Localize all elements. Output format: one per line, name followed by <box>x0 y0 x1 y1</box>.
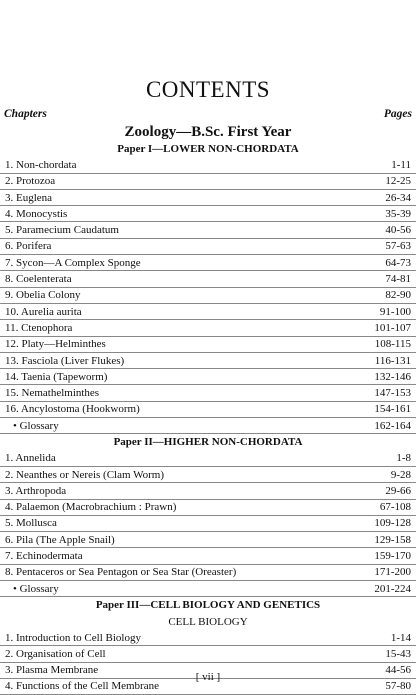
chapter-title: 3. Plasma Membrane <box>5 664 99 677</box>
chapter-row <box>0 565 416 581</box>
chapter-title: 5. Paramecium Caudatum <box>5 224 119 237</box>
page-range: 109-128 <box>374 517 411 530</box>
page-range: 26-34 <box>385 191 411 204</box>
chapter-row <box>0 320 416 336</box>
page-range: 91-100 <box>379 305 411 318</box>
chapter-row <box>0 206 416 222</box>
glossary-row <box>0 418 416 434</box>
chapter-row <box>0 255 416 271</box>
chapter-title: 2. Organisation of Cell <box>5 647 106 660</box>
page-range: 57-63 <box>385 240 411 253</box>
chapter-row <box>0 304 416 320</box>
page-range: 35-39 <box>385 207 411 220</box>
chapter-row <box>0 353 416 369</box>
chapter-title: 16. Ancylostoma (Hookworm) <box>5 403 140 416</box>
chapter-title: • Glossary <box>13 419 59 432</box>
chapter-row <box>0 467 416 483</box>
chapter-title: 6. Porifera <box>5 240 52 253</box>
chapter-row <box>0 646 416 662</box>
chapter-title: 7. Sycon—A Complex Sponge <box>5 256 141 269</box>
chapter-title: • Glossary <box>13 582 59 595</box>
chapter-title: 14. Taenia (Tapeworm) <box>5 370 108 383</box>
table-of-contents <box>0 141 416 695</box>
chapter-row <box>0 385 416 401</box>
chapter-title: 5. Mollusca <box>5 517 57 530</box>
page-title: CONTENTS <box>145 77 271 102</box>
page-range: 129-158 <box>374 533 411 546</box>
chapter-title: 11. Ctenophora <box>5 321 73 334</box>
page-range: 29-66 <box>385 484 411 497</box>
page-range: 171-200 <box>374 566 411 579</box>
chapter-title: 7. Echinodermata <box>5 550 83 563</box>
chapter-row <box>0 271 416 287</box>
page-range: 74-81 <box>385 273 411 286</box>
page-range: 1-8 <box>396 452 411 465</box>
chapter-title: 4. Functions of the Cell Membrane <box>5 680 159 693</box>
chapter-title: 6. Pila (The Apple Snail) <box>5 533 115 546</box>
chapter-row <box>0 190 416 206</box>
page-range: 162-164 <box>374 419 411 432</box>
page-range: 15-43 <box>385 647 411 660</box>
chapter-row <box>0 369 416 385</box>
page-range: 40-56 <box>385 224 411 237</box>
page-range: 154-161 <box>374 403 411 416</box>
chapter-row <box>0 500 416 516</box>
page-range: 1-14 <box>390 631 411 644</box>
chapter-title: 12. Platy—Helminthes <box>5 338 106 351</box>
chapter-row <box>0 451 416 467</box>
page-number-footer: [ vii ] <box>195 671 221 683</box>
chapter-title: 13. Fasciola (Liver Flukes) <box>5 354 125 367</box>
page-range: 57-80 <box>385 680 411 693</box>
page-range: 67-108 <box>379 501 411 514</box>
page-range: 44-56 <box>385 664 411 677</box>
subject-heading: Zoology—B.Sc. First Year <box>124 124 292 140</box>
pages-column-header: Pages <box>383 108 412 120</box>
chapter-row <box>0 288 416 304</box>
chapter-row <box>0 157 416 173</box>
page-range: 201-224 <box>374 582 411 595</box>
chapter-title: 2. Protozoa <box>5 175 56 188</box>
chapters-column-header: Chapters <box>4 108 47 120</box>
chapter-title: 1. Introduction to Cell Biology <box>5 631 141 644</box>
section-subheading: CELL BIOLOGY <box>168 615 248 628</box>
page-range: 64-73 <box>385 256 411 269</box>
chapter-title: 1. Annelida <box>5 452 56 465</box>
chapter-title: 4. Palaemon (Macrobrachium : Prawn) <box>5 501 177 514</box>
chapter-title: 10. Aurelia aurita <box>5 305 82 318</box>
page-range: 159-170 <box>374 550 411 563</box>
chapter-row <box>0 630 416 646</box>
chapter-title: 9. Obelia Colony <box>5 289 81 302</box>
chapter-title: 8. Pentaceros or Sea Pentagon or Sea Star (Oreaster) <box>5 566 237 579</box>
chapter-row <box>0 516 416 532</box>
chapter-title: 8. Coelenterata <box>5 273 72 286</box>
chapter-row <box>0 239 416 255</box>
page-range: 132-146 <box>374 370 411 383</box>
chapter-title: 1. Non-chordata <box>5 158 77 171</box>
chapter-title: 4. Monocystis <box>5 207 68 220</box>
paper-heading: Paper II—HIGHER NON-CHORDATA <box>113 436 303 449</box>
chapter-row <box>0 174 416 190</box>
chapter-row <box>0 548 416 564</box>
page-range: 9-28 <box>390 468 411 481</box>
chapter-row <box>0 337 416 353</box>
page-range: 147-153 <box>374 387 411 400</box>
paper-heading: Paper I—LOWER NON-CHORDATA <box>117 143 299 156</box>
page-range: 1-11 <box>391 158 411 171</box>
chapter-row <box>0 483 416 499</box>
chapter-title: 2. Neanthes or Nereis (Clam Worm) <box>5 468 164 481</box>
chapter-row <box>0 222 416 238</box>
glossary-row <box>0 581 416 597</box>
page-range: 12-25 <box>385 175 411 188</box>
chapter-row <box>0 402 416 418</box>
page-range: 82-90 <box>385 289 411 302</box>
chapter-title: 3. Arthropoda <box>5 484 67 497</box>
page-range: 116-131 <box>374 354 411 367</box>
paper-heading: Paper III—CELL BIOLOGY AND GENETICS <box>95 599 321 612</box>
chapter-title: 15. Nemathelminthes <box>5 387 100 400</box>
page-range: 108-115 <box>374 338 411 351</box>
page-range: 101-107 <box>374 321 411 334</box>
chapter-title: 3. Euglena <box>5 191 53 204</box>
chapter-row <box>0 532 416 548</box>
